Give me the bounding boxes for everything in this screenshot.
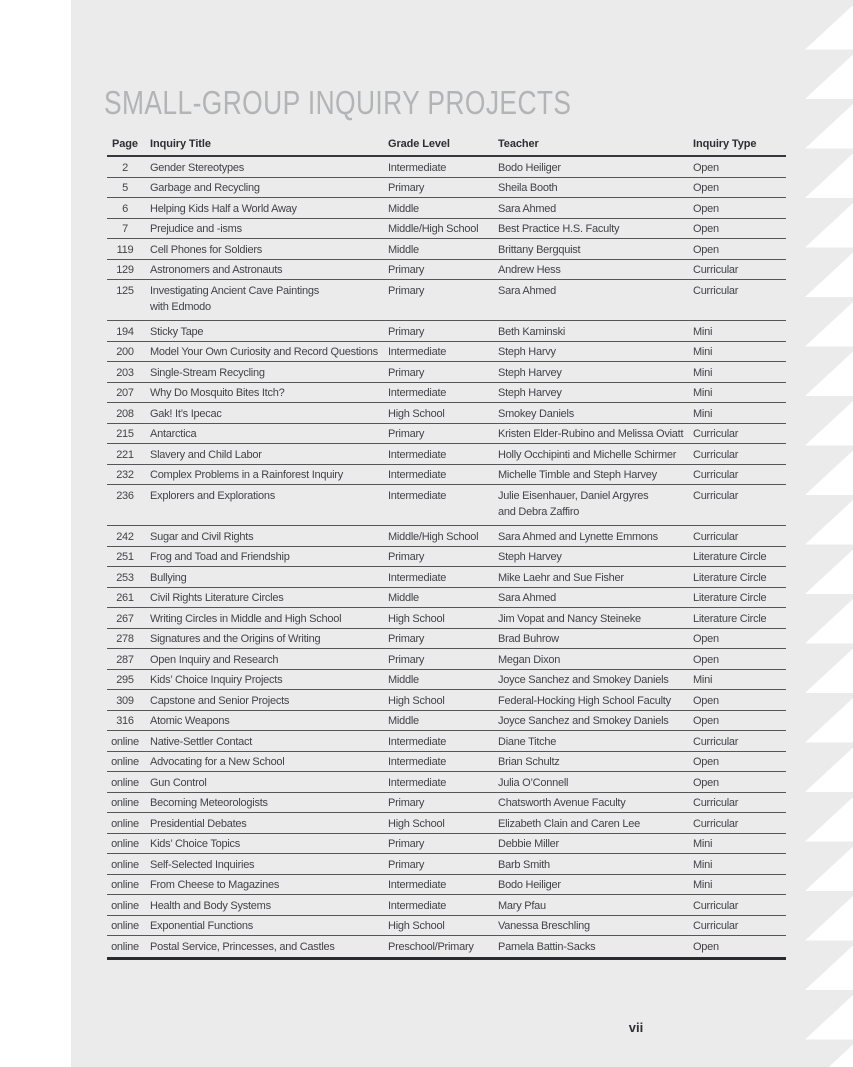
table-row — [107, 895, 786, 916]
table-row — [107, 608, 786, 629]
cell-grade: Intermediate — [388, 735, 447, 748]
cell-type: Curricular — [693, 469, 739, 481]
cell-title: Prejudice and -isms — [150, 223, 242, 235]
cell-title: Garbage and Recycling — [150, 182, 260, 194]
table-row — [107, 260, 786, 281]
cell-type: Open — [693, 776, 719, 789]
table-row — [107, 383, 786, 404]
cell-grade: Middle — [388, 592, 419, 604]
page-edge-zigzag-decoration — [790, 0, 853, 1067]
cell-page: 2 — [122, 161, 128, 174]
cell-title: Helping Kids Half a World Away — [150, 202, 297, 215]
table-row — [107, 485, 786, 526]
table-row — [107, 239, 786, 260]
cell-type: Open — [693, 940, 719, 953]
cell-grade: High School — [388, 817, 445, 830]
cell-grade: Primary — [388, 633, 425, 645]
cell-page: online — [111, 735, 139, 748]
cell-title: Why Do Mosquito Bites Itch? — [150, 387, 285, 399]
cell-page: 119 — [116, 243, 134, 256]
cell-type: Curricular — [693, 489, 739, 502]
table-row — [107, 772, 786, 793]
toc-table — [107, 136, 786, 960]
cell-teacher: Sara Ahmed — [498, 202, 557, 215]
table-row — [107, 157, 786, 178]
cell-teacher: Bodo Heiliger — [498, 879, 561, 891]
cell-page: online — [111, 858, 139, 871]
cell-title: Self-Selected Inquiries — [150, 858, 255, 871]
table-row — [107, 219, 786, 240]
cell-grade: Intermediate — [388, 387, 447, 399]
cell-grade: Primary — [388, 838, 425, 850]
cell-grade: Intermediate — [388, 161, 447, 174]
cell-type: Open — [693, 633, 719, 645]
cell-type: Curricular — [693, 530, 739, 543]
cell-page: 232 — [116, 469, 134, 481]
cell-teacher: Sheila Booth — [498, 182, 558, 194]
cell-type: Open — [693, 694, 719, 707]
table-row — [107, 198, 786, 219]
cell-grade: Intermediate — [388, 879, 447, 891]
cell-page: 267 — [116, 612, 134, 625]
cell-teacher: Steph Harvy — [498, 346, 556, 358]
cell-page: online — [111, 797, 139, 809]
cell-grade: Middle — [388, 243, 419, 256]
cell-type: Open — [693, 202, 719, 215]
table-row — [107, 690, 786, 711]
cell-page: 221 — [116, 448, 134, 461]
table-row — [107, 362, 786, 383]
cell-type: Open — [693, 243, 719, 256]
cell-page: 295 — [116, 674, 134, 686]
cell-type: Mini — [693, 879, 713, 891]
cell-teacher: Vanessa Breschling — [498, 920, 590, 932]
cell-title: Advocating for a New School — [150, 756, 285, 768]
cell-title: Atomic Weapons — [150, 715, 230, 727]
cell-type: Curricular — [693, 264, 739, 276]
cell-grade: Primary — [388, 284, 425, 297]
cell-teacher: Kristen Elder-Rubino and Melissa Oviatt — [498, 428, 684, 440]
table-row — [107, 834, 786, 855]
cell-type: Literature Circle — [693, 551, 767, 563]
cell-grade: High School — [388, 920, 445, 932]
cell-title: Postal Service, Princesses, and Castles — [150, 940, 335, 953]
cell-page: online — [111, 879, 139, 891]
cell-teacher: Smokey Daniels — [498, 407, 574, 420]
cell-type: Curricular — [693, 284, 739, 297]
cell-grade: High School — [388, 612, 445, 625]
cell-type: Literature Circle — [693, 571, 767, 584]
table-row — [107, 793, 786, 814]
cell-type: Open — [693, 182, 719, 194]
table-row — [107, 752, 786, 773]
cell-page: 278 — [116, 633, 134, 645]
cell-grade: Middle — [388, 674, 419, 686]
cell-title: Astronomers and Astronauts — [150, 264, 283, 276]
cell-grade: Intermediate — [388, 448, 447, 461]
cell-title: Bullying — [150, 571, 187, 584]
cell-type: Curricular — [693, 920, 739, 932]
cell-teacher: Holly Occhipinti and Michelle Schirmer — [498, 448, 677, 461]
cell-teacher: Sara Ahmed — [498, 592, 557, 604]
cell-grade: Intermediate — [388, 776, 447, 789]
cell-page: 215 — [116, 428, 134, 440]
cell-teacher: Julia O’Connell — [498, 776, 569, 789]
cell-type: Literature Circle — [693, 612, 767, 625]
column-header-grade-level: Grade Level — [388, 138, 450, 150]
cell-page: online — [111, 756, 139, 768]
cell-title: Explorers and Explorations — [150, 489, 275, 502]
cell-title: Sugar and Civil Rights — [150, 530, 254, 543]
cell-page: 6 — [122, 202, 128, 215]
cell-grade: Middle — [388, 715, 419, 727]
cell-grade: Primary — [388, 653, 425, 666]
cell-title: Kids’ Choice Topics — [150, 838, 241, 850]
cell-page: 236 — [116, 489, 134, 502]
cell-teacher: Brad Buhrow — [498, 633, 559, 645]
cell-teacher: Mike Laehr and Sue Fisher — [498, 571, 624, 584]
cell-title: Open Inquiry and Research — [150, 653, 279, 666]
table-row — [107, 547, 786, 568]
cell-title: Antarctica — [150, 428, 197, 440]
cell-title: Capstone and Senior Projects — [150, 694, 290, 707]
cell-page: 207 — [116, 387, 134, 399]
cell-title: Native-Settler Contact — [150, 735, 253, 748]
cell-title: Single-Stream Recycling — [150, 366, 265, 379]
cell-teacher: Federal-Hocking High School Faculty — [498, 694, 671, 707]
cell-grade: Intermediate — [388, 469, 447, 481]
cell-grade: Intermediate — [388, 346, 447, 358]
cell-type: Open — [693, 161, 719, 174]
table-row — [107, 649, 786, 670]
cell-title: Complex Problems in a Rainforest Inquiry — [150, 469, 343, 481]
cell-grade: Primary — [388, 182, 425, 194]
cell-page: 200 — [116, 346, 134, 358]
column-header-teacher: Teacher — [498, 138, 539, 150]
table-row — [107, 465, 786, 486]
cell-type: Curricular — [693, 448, 739, 461]
page-number: vii — [628, 1020, 644, 1035]
cell-teacher: Joyce Sanchez and Smokey Daniels — [498, 674, 669, 686]
cell-title: Sticky Tape — [150, 325, 204, 338]
table-row — [107, 424, 786, 445]
cell-grade: Intermediate — [388, 489, 447, 502]
table-row — [107, 403, 786, 424]
column-header-page: Page — [112, 138, 138, 150]
cell-page: online — [111, 899, 139, 912]
table-row — [107, 526, 786, 547]
cell-grade: Primary — [388, 264, 425, 276]
cell-grade: Middle/High School — [388, 530, 479, 543]
cell-teacher: Steph Harvey — [498, 551, 562, 563]
cell-teacher: Brittany Bergquist — [498, 243, 581, 256]
cell-type: Curricular — [693, 899, 739, 912]
cell-title: Gender Stereotypes — [150, 161, 244, 174]
table-row — [107, 321, 786, 342]
cell-page: 261 — [116, 592, 134, 604]
cell-title: Signatures and the Origins of Writing — [150, 633, 321, 645]
cell-grade: Primary — [388, 366, 425, 379]
cell-teacher: Barb Smith — [498, 858, 550, 871]
cell-teacher: Diane Titche — [498, 735, 557, 748]
cell-type: Curricular — [693, 817, 739, 830]
table-row — [107, 731, 786, 752]
cell-page: online — [111, 838, 139, 850]
cell-page: online — [111, 817, 139, 830]
cell-title: From Cheese to Magazines — [150, 879, 280, 891]
cell-teacher: Mary Pfau — [498, 899, 546, 912]
cell-page: 309 — [116, 694, 134, 707]
cell-title: Presidential Debates — [150, 817, 247, 830]
column-header-inquiry-title: Inquiry Title — [150, 138, 211, 150]
cell-type: Curricular — [693, 797, 739, 809]
table-row — [107, 936, 786, 957]
cell-page: 253 — [116, 571, 134, 584]
page-title: SMALL-GROUP INQUIRY PROJECTS — [104, 84, 572, 121]
cell-teacher: Jim Vopat and Nancy Steineke — [498, 612, 641, 625]
table-row — [107, 280, 786, 321]
table-row — [107, 875, 786, 896]
cell-grade: Middle — [388, 202, 419, 215]
cell-teacher: Andrew Hess — [498, 264, 561, 276]
cell-title: Investigating Ancient Cave Paintings with Edmodo — [150, 284, 319, 313]
cell-teacher: Chatsworth Avenue Faculty — [498, 797, 626, 809]
table-row — [107, 916, 786, 937]
cell-title: Becoming Meteorologists — [150, 797, 268, 809]
cell-type: Mini — [693, 838, 713, 850]
toc-table-body — [107, 157, 786, 960]
cell-teacher: Elizabeth Clain and Caren Lee — [498, 817, 640, 830]
cell-page: 203 — [116, 366, 134, 379]
cell-title: Gak! It’s Ipecac — [150, 407, 222, 420]
cell-teacher: Julie Eisenhauer, Daniel Argyres and Debra Zaffiro — [498, 489, 649, 518]
table-row — [107, 444, 786, 465]
cell-page: 316 — [116, 715, 134, 727]
cell-type: Mini — [693, 387, 713, 399]
cell-page: online — [111, 776, 139, 789]
cell-page: 287 — [116, 653, 134, 666]
table-row — [107, 588, 786, 609]
cell-type: Curricular — [693, 735, 739, 748]
cell-page: 125 — [116, 284, 134, 297]
table-row — [107, 567, 786, 588]
cell-grade: Primary — [388, 858, 425, 871]
cell-type: Mini — [693, 366, 713, 379]
cell-teacher: Best Practice H.S. Faculty — [498, 223, 620, 235]
cell-teacher: Sara Ahmed — [498, 284, 557, 297]
cell-teacher: Bodo Heiliger — [498, 161, 561, 174]
cell-page: online — [111, 920, 139, 932]
table-row — [107, 854, 786, 875]
cell-type: Mini — [693, 858, 713, 871]
cell-grade: Intermediate — [388, 899, 447, 912]
cell-title: Health and Body Systems — [150, 899, 271, 912]
cell-grade: High School — [388, 694, 445, 707]
table-row — [107, 342, 786, 363]
cell-type: Open — [693, 653, 719, 666]
cell-grade: Primary — [388, 551, 425, 563]
cell-title: Gun Control — [150, 776, 207, 789]
cell-grade: Middle/High School — [388, 223, 479, 235]
cell-page: 208 — [116, 407, 134, 420]
cell-teacher: Debbie Miller — [498, 838, 559, 850]
cell-teacher: Joyce Sanchez and Smokey Daniels — [498, 715, 669, 727]
cell-type: Mini — [693, 407, 713, 420]
cell-title: Frog and Toad and Friendship — [150, 551, 290, 563]
cell-title: Kids’ Choice Inquiry Projects — [150, 674, 283, 686]
cell-page: 129 — [116, 264, 134, 276]
table-row — [107, 178, 786, 199]
cell-teacher: Brian Schultz — [498, 756, 560, 768]
table-row — [107, 670, 786, 691]
cell-title: Cell Phones for Soldiers — [150, 243, 263, 256]
cell-grade: Intermediate — [388, 756, 447, 768]
column-header-inquiry-type: Inquiry Type — [693, 138, 757, 150]
cell-title: Model Your Own Curiosity and Record Questions — [150, 346, 378, 358]
cell-grade: High School — [388, 407, 445, 420]
cell-page: 7 — [122, 223, 128, 235]
cell-page: 242 — [116, 530, 134, 543]
toc-table-header — [107, 136, 786, 157]
cell-title: Writing Circles in Middle and High School — [150, 612, 342, 625]
cell-page: online — [111, 940, 139, 953]
cell-type: Open — [693, 756, 719, 768]
cell-type: Curricular — [693, 428, 739, 440]
cell-page: 251 — [116, 551, 134, 563]
cell-grade: Primary — [388, 428, 425, 440]
cell-teacher: Sara Ahmed and Lynette Emmons — [498, 530, 658, 543]
cell-teacher: Beth Kaminski — [498, 325, 566, 338]
cell-type: Mini — [693, 346, 713, 358]
table-row — [107, 711, 786, 732]
cell-page: 5 — [122, 182, 128, 194]
cell-title: Civil Rights Literature Circles — [150, 592, 284, 604]
cell-teacher: Steph Harvey — [498, 366, 562, 379]
cell-grade: Preschool/Primary — [388, 940, 474, 953]
cell-type: Mini — [693, 325, 713, 338]
cell-type: Mini — [693, 674, 713, 686]
cell-page: 194 — [116, 325, 134, 338]
table-row — [107, 629, 786, 650]
cell-grade: Primary — [388, 325, 425, 338]
cell-teacher: Michelle Timble and Steph Harvey — [498, 469, 657, 481]
cell-title: Exponential Functions — [150, 920, 253, 932]
cell-title: Slavery and Child Labor — [150, 448, 262, 461]
cell-teacher: Pamela Battin-Sacks — [498, 940, 596, 953]
cell-grade: Primary — [388, 797, 425, 809]
cell-type: Open — [693, 223, 719, 235]
table-row — [107, 813, 786, 834]
cell-teacher: Megan Dixon — [498, 653, 561, 666]
cell-grade: Intermediate — [388, 571, 447, 584]
cell-type: Open — [693, 715, 719, 727]
cell-type: Literature Circle — [693, 592, 767, 604]
cell-teacher: Steph Harvey — [498, 387, 562, 399]
